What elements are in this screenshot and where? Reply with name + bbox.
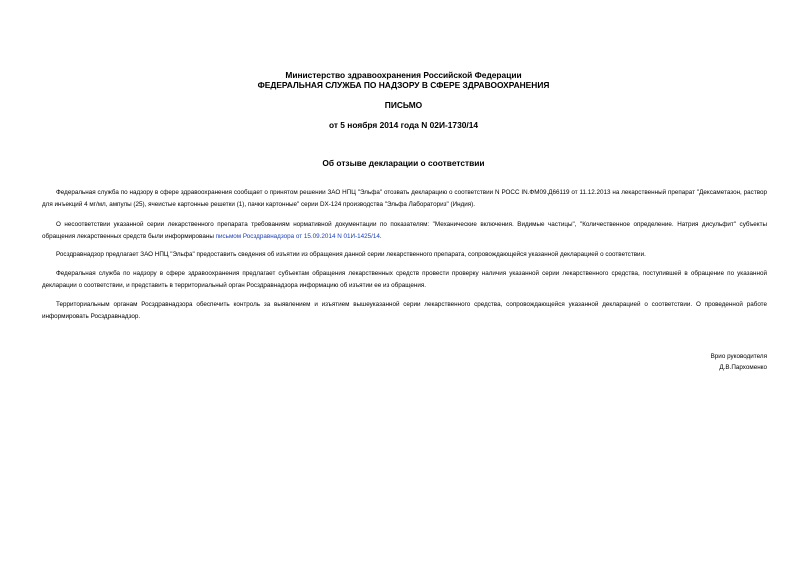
paragraph-2	[42, 219, 767, 242]
document-type: ПИСЬМО	[384, 100, 423, 110]
paragraph-2-end: .	[379, 232, 382, 240]
service-name: ФЕДЕРАЛЬНАЯ СЛУЖБА ПО НАДЗОРУ В СФЕРЕ ЗДРАВООХРАНЕНИЯ	[257, 80, 550, 90]
letter-reference-link[interactable]: письмом Росздравнадзора от 15.09.2014 N 01И-1425/14	[215, 232, 380, 240]
paragraph-5: Территориальным органам Росздравнадзора обеспечить контроль за выявлением и изъятием вышеуказанной серии лекарственного средства, сопровождающейся указанной декларацией о соответствии. О проведенной работе информировать Росздравнадзор.	[42, 301, 767, 320]
document-number: от 5 ноября 2014 года N 02И-1730/14	[328, 120, 479, 130]
paragraph-1: Федеральная служба по надзору в сфере здравоохранения сообщает о принятом решении ЗАО НПЦ "Эльфа" отозвать декларацию о соответствии N РОСС IN.ФМ09.Д66119 от 11.12.2013 на лекарственный препарат "Дексаметазон, раствор для инъекций 4 мг/мл, ампулы (25), ячеистые картонные решетки (1), пачки картонные" серии DX-124 производства "Эльфа Лабораториз" (Индия).	[42, 189, 767, 208]
paragraph-2-text: О несоответствии указанной серии лекарственного препарата требованиям нормативной документации по показателям: "Механические включения. Видимые частицы", "Количественное определение. Натрия дисульфит" субъекты обращения лекарственных средств были информированы	[42, 221, 767, 240]
signature-role: Врио руководителя	[710, 353, 767, 360]
paragraph-4: Федеральная служба по надзору в сфере здравоохранения предлагает субъектам обращения лекарственных средств провести проверку наличия указанной серии лекарственного средства, поступившей в обращение по указанной декларации о соответствии, и представить в территориальный орган Росздравнадзора информацию об изъятии ее из обращения.	[42, 270, 767, 289]
paragraph-3: Росздравнадзор предлагает ЗАО НПЦ "Эльфа" предоставить сведения об изъятии из обращения данной серии лекарственного препарата, сопровождающейся указанной декларацией о соответствии.	[56, 251, 646, 258]
document-subject: Об отзыве декларации о соответствии	[322, 158, 485, 168]
signature-name: Д.В.Пархоменко	[719, 364, 767, 371]
ministry-name: Министерство здравоохранения Российской Федерации	[285, 70, 522, 80]
